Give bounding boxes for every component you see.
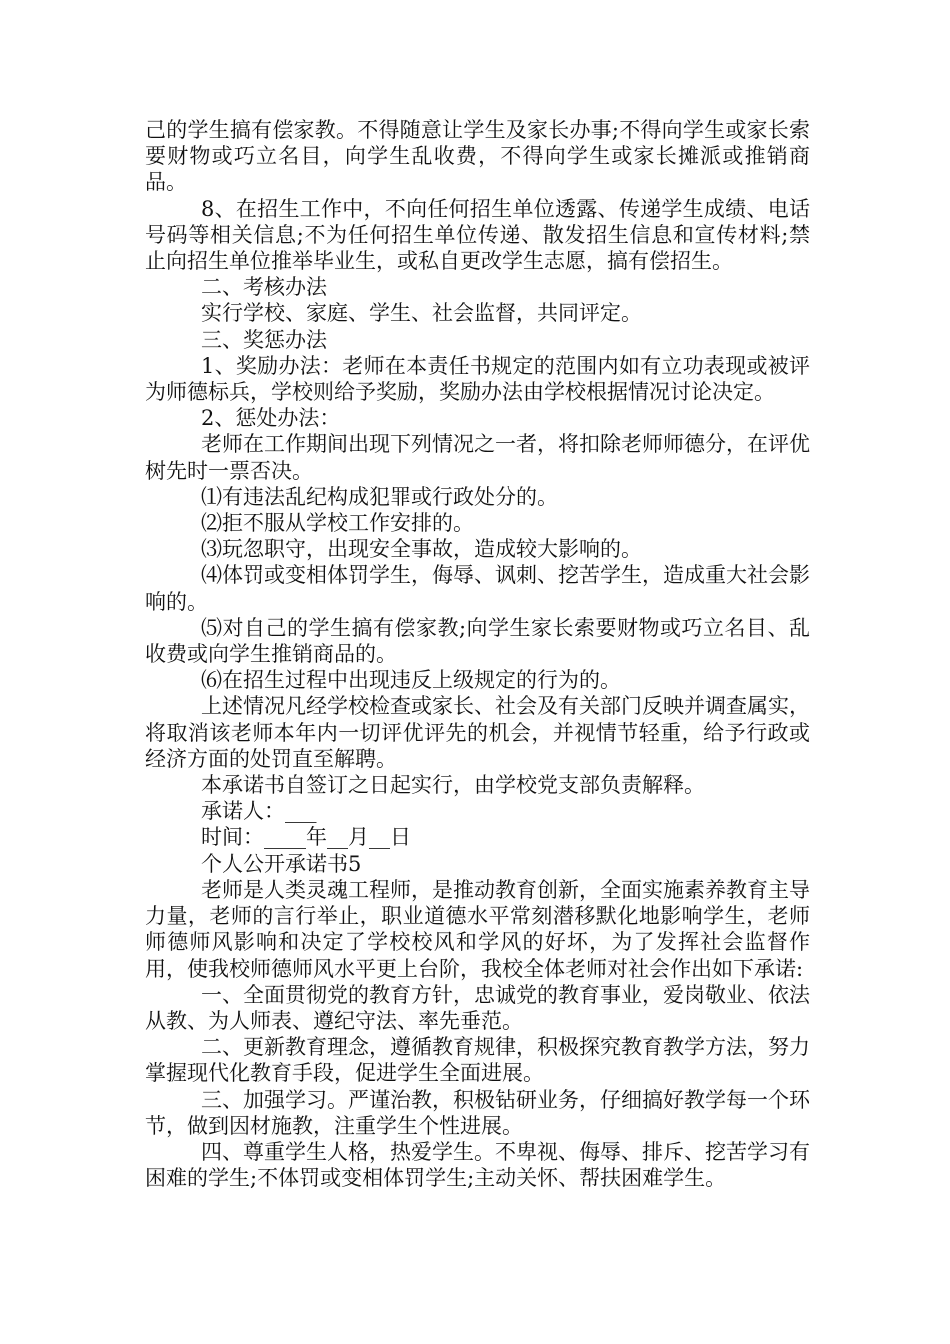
list-item: ⑶玩忽职守，出现安全事故，造成较大影响的。 bbox=[201, 537, 642, 562]
list-item: ⑵拒不服从学校工作安排的。 bbox=[201, 511, 474, 536]
paragraph: 三、加强学习。严谨治教，积极钻研业务，仔细搞好教学每一个环节，做到因材施教，注重学生个性进展。 bbox=[145, 1087, 810, 1138]
paragraph: 2、惩处办法： bbox=[201, 406, 341, 431]
paragraph: 1、奖励办法：老师在本责任书规定的范围内如有立功表现或被评为师德标兵，学校则给予奖励，奖励办法由学校根据情况讨论决定。 bbox=[145, 353, 810, 405]
date-line: 时间：____年__月__日 bbox=[201, 825, 411, 850]
paragraph: 四、尊重学生人格，热爱学生。不卑视、侮辱、排斥、挖苦学习有困难的学生;不体罚或变相体罚学生;主动关怀、帮扶困难学生。 bbox=[145, 1139, 810, 1191]
paragraph: 一、全面贯彻党的教育方针，忠诚党的教育事业，爱岗敬业、依法从教、为人师表、遵纪守法、率先垂范。 bbox=[145, 982, 810, 1033]
list-item: ⑷体罚或变相体罚学生，侮辱、讽刺、挖苦学生，造成重大社会影响的。 bbox=[145, 563, 810, 614]
section-heading: 二、考核办法 bbox=[201, 275, 327, 300]
paragraph: 二、更新教育理念，遵循教育规律，积极探究教育教学方法，努力掌握现代化教育手段，促进学生全面进展。 bbox=[145, 1035, 810, 1086]
paragraph: 实行学校、家庭、学生、社会监督，共同评定。 bbox=[201, 301, 642, 326]
list-item: ⑴有违法乱纪构成犯罪或行政处分的。 bbox=[201, 484, 558, 509]
list-item: ⑸对自己的学生搞有偿家教;向学生家长索要财物或巧立名目、乱收费或向学生推销商品的。 bbox=[145, 615, 810, 667]
paragraph: 本承诺书自签订之日起实行，由学校党支部负责解释。 bbox=[201, 773, 705, 798]
paragraph: 上述情况凡经学校检查或家长、社会及有关部门反映并调查属实，将取消该老师本年内一切评优评先的机会，并视情节轻重，给予行政或经济方面的处罚直至解聘。 bbox=[145, 694, 810, 771]
list-item: ⑹在招生过程中出现违反上级规定的行为的。 bbox=[201, 668, 621, 693]
document-title: 个人公开承诺书5 bbox=[201, 851, 362, 876]
paragraph: 老师是人类灵魂工程师，是推动教育创新，全面实施素养教育主导力量，老师的言行举止，职业道德水平常刻潜移默化地影响学生，老师师德师风影响和决定了学校校风和学风的好坏，为了发挥社会监督作用，使我校师德师风水平更上台阶，我校全体老师对社会作出如下承诺: bbox=[145, 877, 810, 981]
paragraph: 己的学生搞有偿家教。不得随意让学生及家长办事;不得向学生或家长索要财物或巧立名目，向学生乱收费，不得向学生或家长摊派或推销商品。 bbox=[145, 118, 810, 195]
paragraph: 老师在工作期间出现下列情况之一者，将扣除老师师德分，在评优树先时一票否决。 bbox=[145, 432, 810, 483]
paragraph: 8、在招生工作中，不向任何招生单位透露、传递学生成绩、电话号码等相关信息;不为任何招生单位传递、散发招生信息和宣传材料;禁止向招生单位推举毕业生，或私自更改学生志愿，搞有偿招生。 bbox=[145, 196, 810, 274]
document-body bbox=[145, 117, 810, 1191]
section-heading: 三、奖惩办法 bbox=[201, 327, 327, 352]
signature-line: 承诺人：___ bbox=[201, 799, 317, 824]
